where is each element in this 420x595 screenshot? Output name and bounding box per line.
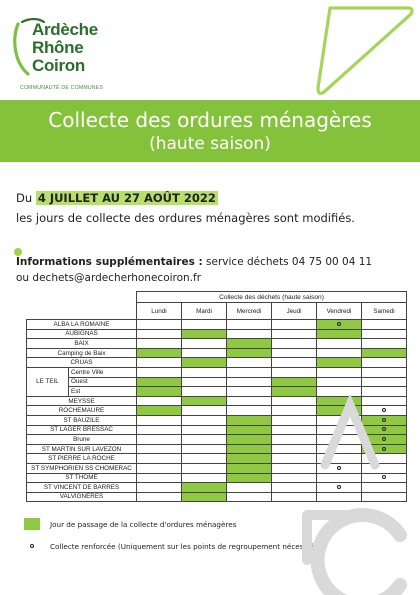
logo [10,14,130,94]
le-teil-label: LE TEIL [27,367,69,396]
schedule-cell [317,348,362,358]
schedule-cell [182,367,227,377]
reinforced-ring-icon [337,322,341,326]
schedule-cell [317,339,362,349]
schedule-cell [272,329,317,339]
table-row [27,339,407,349]
schedule-cell [182,444,227,454]
legend-ring-icon [30,544,34,548]
info-label: Informations supplémentaires : [16,256,203,268]
schedule-cell [182,435,227,445]
schedule-cell [317,358,362,368]
schedule-cell [182,415,227,425]
logo-line-ardeche: Ardèche [32,20,98,39]
town-name: AUBIGNAS [27,329,137,339]
schedule-cell [137,406,182,416]
town-name: ST MARTIN SUR LAVEZON [27,444,137,454]
town-name: Centre Ville [69,367,137,377]
schedule-cell [182,348,227,358]
info-block [16,254,372,286]
town-name: Brune [27,435,137,445]
table-row [27,329,407,339]
schedule-cell [227,463,272,473]
schedule-cell [362,348,407,358]
legend-green-swatch [24,518,40,530]
town-name: Camping de Baix [27,348,137,358]
schedule-cell [182,377,227,387]
table-caption: Collecte des déchets (haute saison) [137,292,407,303]
town-name: ST BAUZILE [27,415,137,425]
day-header: Jeudi [272,303,317,320]
schedule-cell [227,492,272,502]
schedule-cell [272,358,317,368]
schedule-cell [182,492,227,502]
schedule-cell [137,454,182,464]
schedule-cell [317,329,362,339]
schedule-cell [137,444,182,454]
page-subtitle: (haute saison) [149,134,271,154]
logo-tagline: COMMUNAUTÉ DE COMMUNES [20,85,104,91]
schedule-cell [362,339,407,349]
schedule-cell [137,483,182,493]
schedule-cell [227,358,272,368]
town-name: Est [69,387,137,397]
schedule-cell [227,377,272,387]
schedule-cell [137,435,182,445]
schedule-cell [137,473,182,483]
info-email: ou dechets@ardecherhonecoiron.fr [16,272,202,284]
title-banner [0,100,420,162]
schedule-cell [137,329,182,339]
page-title: Collecte des ordures ménagères [48,108,372,132]
schedule-cell [182,473,227,483]
schedule-cell [227,454,272,464]
schedule-cell [182,463,227,473]
table-row [27,358,407,368]
schedule-cell [137,492,182,502]
schedule-cell [227,396,272,406]
schedule-cell [182,329,227,339]
schedule-cell [182,483,227,493]
triangle-decoration-icon [300,0,420,100]
schedule-cell [317,377,362,387]
schedule-cell [137,348,182,358]
schedule-cell [137,387,182,397]
schedule-cell [272,367,317,377]
town-name: ROCHEMAURE [27,406,137,416]
schedule-cell [227,483,272,493]
date-notice-text: les jours de collecte des ordures ménagères sont modifiés. [16,211,355,225]
schedule-cell [272,377,317,387]
schedule-cell [137,396,182,406]
legend-green-text: Jour de passage de la collecte d'ordures ménagères [50,520,237,529]
town-name: VALVIGNERES [27,492,137,502]
schedule-cell [227,367,272,377]
schedule-cell [317,367,362,377]
logo-line-coiron: Coiron [32,56,85,75]
schedule-cell [227,406,272,416]
schedule-cell [227,339,272,349]
schedule-cell [317,320,362,330]
day-header: Vendredi [317,303,362,320]
schedule-cell [227,387,272,397]
schedule-cell [227,320,272,330]
table-row [27,348,407,358]
schedule-cell [362,367,407,377]
schedule-cell [182,454,227,464]
table-row [27,320,407,330]
town-name: ST LAGER BRESSAC [27,425,137,435]
schedule-cell [227,444,272,454]
schedule-cell [137,463,182,473]
schedule-cell [182,406,227,416]
town-name: ST PIERRE LA ROCHE [27,454,137,464]
schedule-cell [137,320,182,330]
schedule-cell [227,425,272,435]
schedule-cell [227,415,272,425]
info-phone: service déchets 04 75 00 04 11 [206,256,373,268]
town-name: MEYSSE [27,396,137,406]
schedule-cell [272,348,317,358]
schedule-cell [227,435,272,445]
schedule-cell [137,339,182,349]
schedule-cell [362,377,407,387]
date-range-highlight: 4 JUILLET AU 27 AOÛT 2022 [37,191,216,205]
schedule-cell [182,358,227,368]
day-header: Samedi [362,303,407,320]
schedule-cell [227,348,272,358]
schedule-cell [182,425,227,435]
info-bullet-icon [14,248,22,256]
schedule-cell [182,320,227,330]
table-row [27,377,407,387]
schedule-cell [272,339,317,349]
table-row [27,367,407,377]
town-name: CRUAS [27,358,137,368]
town-name: ST VINCENT DE BARRES [27,483,137,493]
legend-ring-text: Collecte renforcée (Uniquement sur les points de regroupement nécessaires) [50,542,328,551]
schedule-cell [362,320,407,330]
schedule-cell [362,329,407,339]
schedule-cell [137,367,182,377]
schedule-cell [137,415,182,425]
town-name: BAIX [27,339,137,349]
logo-line-rhone: Rhône [32,38,84,57]
town-name: Ouest [69,377,137,387]
town-name: ST SYMPHORIEN SS CHOMERAC [27,463,137,473]
schedule-cell [272,320,317,330]
date-prefix: Du [16,191,33,205]
day-header: Mercredi [227,303,272,320]
schedule-cell [137,377,182,387]
day-header: Lundi [137,303,182,320]
schedule-cell [182,396,227,406]
schedule-cell [182,387,227,397]
watermark-logo-icon [295,395,420,595]
town-name: ALBA LA ROMAINE [27,320,137,330]
date-notice [16,188,416,228]
day-header: Mardi [182,303,227,320]
town-name: ST THOME [27,473,137,483]
schedule-cell [362,358,407,368]
schedule-cell [227,473,272,483]
schedule-cell [137,425,182,435]
schedule-cell [227,329,272,339]
schedule-cell [137,358,182,368]
schedule-cell [182,339,227,349]
